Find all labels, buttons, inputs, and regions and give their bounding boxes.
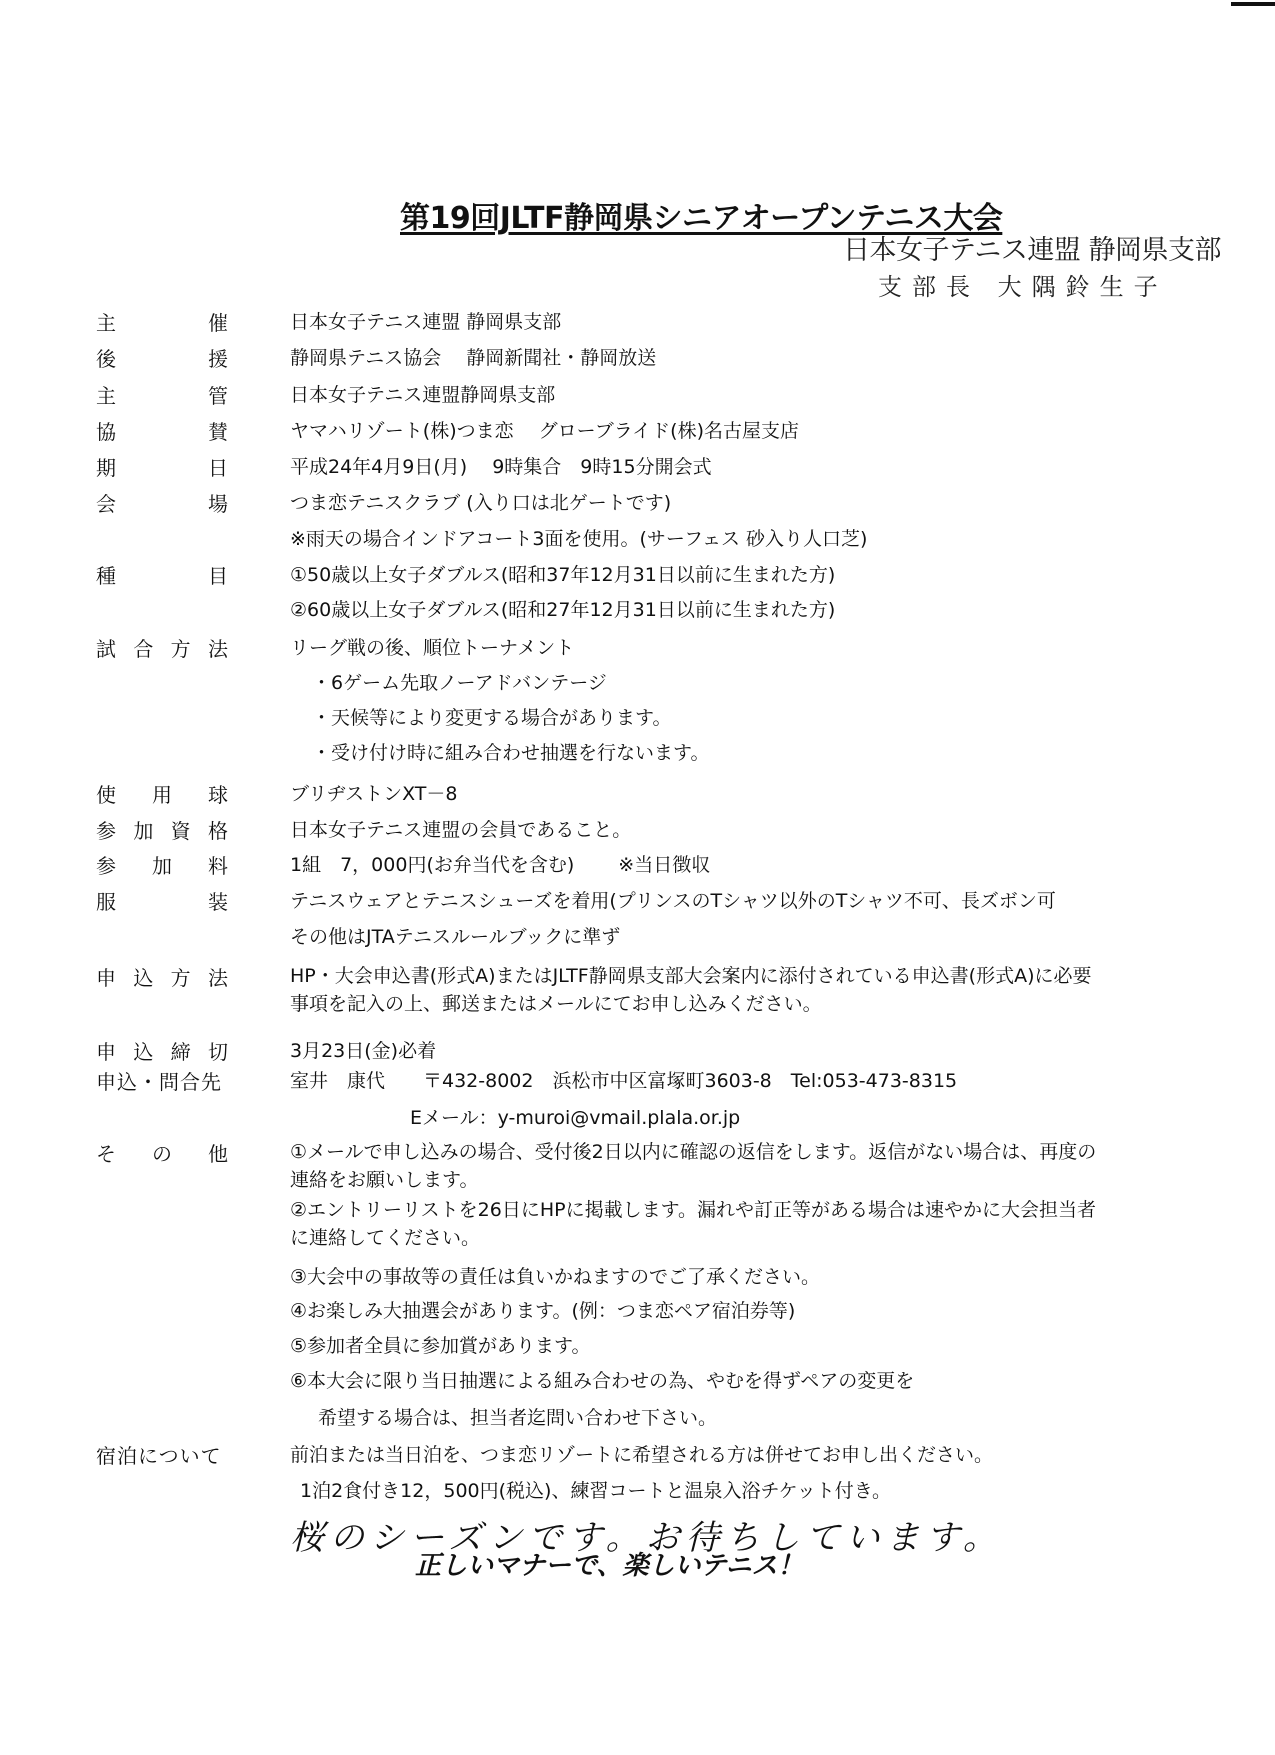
row-value: 希望する場合は、担当者迄問い合わせ下さい。 [318,1407,718,1429]
row-value: 1組 7，000円(お弁当代を含む) ※当日徴収 [290,854,711,876]
label-char: 法 [207,637,228,661]
row-value: 日本女子テニス連盟静岡県支部 [290,384,556,406]
scan-edge-mark [1231,2,1275,6]
label-char: 合 [133,637,154,661]
row-value: ・受け付け時に組み合わせ抽選を行ないます。 [312,742,710,764]
document-title: 第19回JLTF静岡県シニアオープンテニス大会 [400,201,1003,236]
row-label [96,1138,228,1167]
label-char: 込 [133,966,154,990]
row-value: 静岡県テニス協会 静岡新聞社・静岡放送 [290,347,657,369]
label-char: 主 [96,384,116,408]
label-char: 申 [96,966,116,990]
label-char: 目 [208,564,228,588]
label-char: 加 [133,819,154,843]
row-value: ④お楽しみ大抽選会があります。(例：つま恋ペア宿泊券等) [290,1300,796,1322]
row-label [96,850,228,879]
row-label [96,488,228,517]
row-value: ①メールで申し込みの場合、受付後2日以内に確認の返信をします。返信がない場合は、再度の連絡をお願いします。 [290,1141,1097,1191]
row-value: 前泊または当日泊を、つま恋リゾートに希望される方は併せてお申し出ください。 [290,1444,994,1466]
label-char: 他 [208,1142,228,1166]
label-char: 服 [96,890,116,914]
branch-head-signature: 支部長 大隅鈴生子 [878,273,1168,301]
row-label [96,307,228,336]
row-value: ⑥本大会に限り当日抽選による組み合わせの為、やむを得ずペアの変更を [290,1370,915,1392]
handwritten-note: 桜のシーズンです。お待ちしています。 [290,1518,1003,1558]
row-value: ブリヂストンXT－8 [290,783,458,805]
row-value: ・天候等により変更する場合があります。 [312,707,672,729]
row-value: ⑤参加者全員に参加賞があります。 [290,1335,591,1357]
row-value: ③大会中の事故等の責任は負いかねますのでご了承ください。 [290,1266,821,1288]
row-label [96,779,228,808]
label-char: 料 [208,854,228,878]
row-label [96,343,228,372]
row-value: テニスウェアとテニスシューズを着用(プリンスのTシャツ以外のTシャツ不可、長ズボン可 [290,890,1056,912]
row-label: 宿泊について [96,1444,222,1468]
row-value: 3月23日(金)必着 [290,1040,437,1062]
label-char: 方 [170,966,191,990]
row-label [96,815,228,844]
label-char: 参 [96,819,116,843]
row-value: ②エントリーリストを26日にHPに掲載します。漏れや訂正等がある場合は速やかに大会担当者に連絡してください。 [290,1199,1097,1249]
label-char: 管 [208,384,228,408]
row-label [96,416,228,445]
row-value: ①50歳以上女子ダブルス(昭和37年12月31日以前に生まれた方) [290,564,836,586]
row-label [96,452,228,481]
label-char: 参 [96,854,116,878]
label-char: 法 [207,966,228,990]
row-label: 申込・問合先 [96,1070,222,1094]
label-char: 主 [96,311,116,335]
row-value: ②60歳以上女子ダブルス(昭和27年12月31日以前に生まれた方) [290,599,836,621]
row-label [96,380,228,409]
label-char: そ [96,1142,116,1166]
label-char: 期 [96,456,116,480]
row-label [96,886,228,915]
label-char: の [152,1142,172,1166]
label-char: 資 [170,819,191,843]
row-value: 日本女子テニス連盟の会員であること。 [290,819,632,841]
row-value: ※雨天の場合インドアコート3面を使用。(サーフェス 砂入り人口芝) [290,528,868,550]
label-char: 場 [208,492,228,516]
organizer-stamp: 日本女子テニス連盟 静岡県支部 [843,235,1222,266]
contact-email: Eメール：y-muroi@vmail.plala.or.jp [410,1107,741,1129]
label-char: 加 [152,854,172,878]
slogan: 正しいマナーで、楽しいテニス！ [415,1551,804,1581]
label-char: 協 [96,420,116,444]
row-value: つま恋テニスクラブ (入り口は北ゲートです) [290,492,672,514]
row-value: リーグ戦の後、順位トーナメント [290,637,575,659]
label-char: 後 [96,347,116,371]
row-value: 日本女子テニス連盟 静岡県支部 [290,311,562,333]
label-char: 締 [170,1040,191,1064]
row-value: 1泊2食付き12，500円(税込)、練習コートと温泉入浴チケット付き。 [300,1480,891,1502]
label-char: 賛 [208,420,228,444]
label-char: 込 [133,1040,154,1064]
label-char: 種 [96,564,116,588]
row-value: 平成24年4月9日(月) 9時集合 9時15分開会式 [290,456,712,478]
label-char: 試 [96,637,116,661]
label-char: 日 [208,456,228,480]
row-label [96,1036,228,1065]
label-char: 球 [208,783,228,807]
row-label [96,560,228,589]
label-char: 用 [152,783,172,807]
row-value: ヤマハリゾート(株)つま恋 グローブライド(株)名古屋支店 [290,420,799,442]
label-char: 切 [207,1040,228,1064]
label-char: 会 [96,492,116,516]
label-char: 方 [170,637,191,661]
row-label [96,633,228,662]
row-value: ・6ゲーム先取ノーアドバンテージ [312,672,607,694]
label-char: 催 [208,311,228,335]
row-value: HP・大会申込書(形式A)またはJLTF静岡県支部大会案内に添付されている申込書(形式A)に必要事項を記入の上、郵送またはメールにてお申し込みください。 [290,965,1092,1015]
label-char: 格 [207,819,228,843]
label-char: 装 [208,890,228,914]
row-label [96,962,228,991]
label-char: 使 [96,783,116,807]
label-char: 援 [208,347,228,371]
row-value: その他はJTAテニスルールブックに準ず [290,926,621,948]
row-value: 室井 康代 〒432-8002 浜松市中区富塚町3603-8 Tel:053-473-8315 [290,1070,958,1092]
label-char: 申 [96,1040,116,1064]
